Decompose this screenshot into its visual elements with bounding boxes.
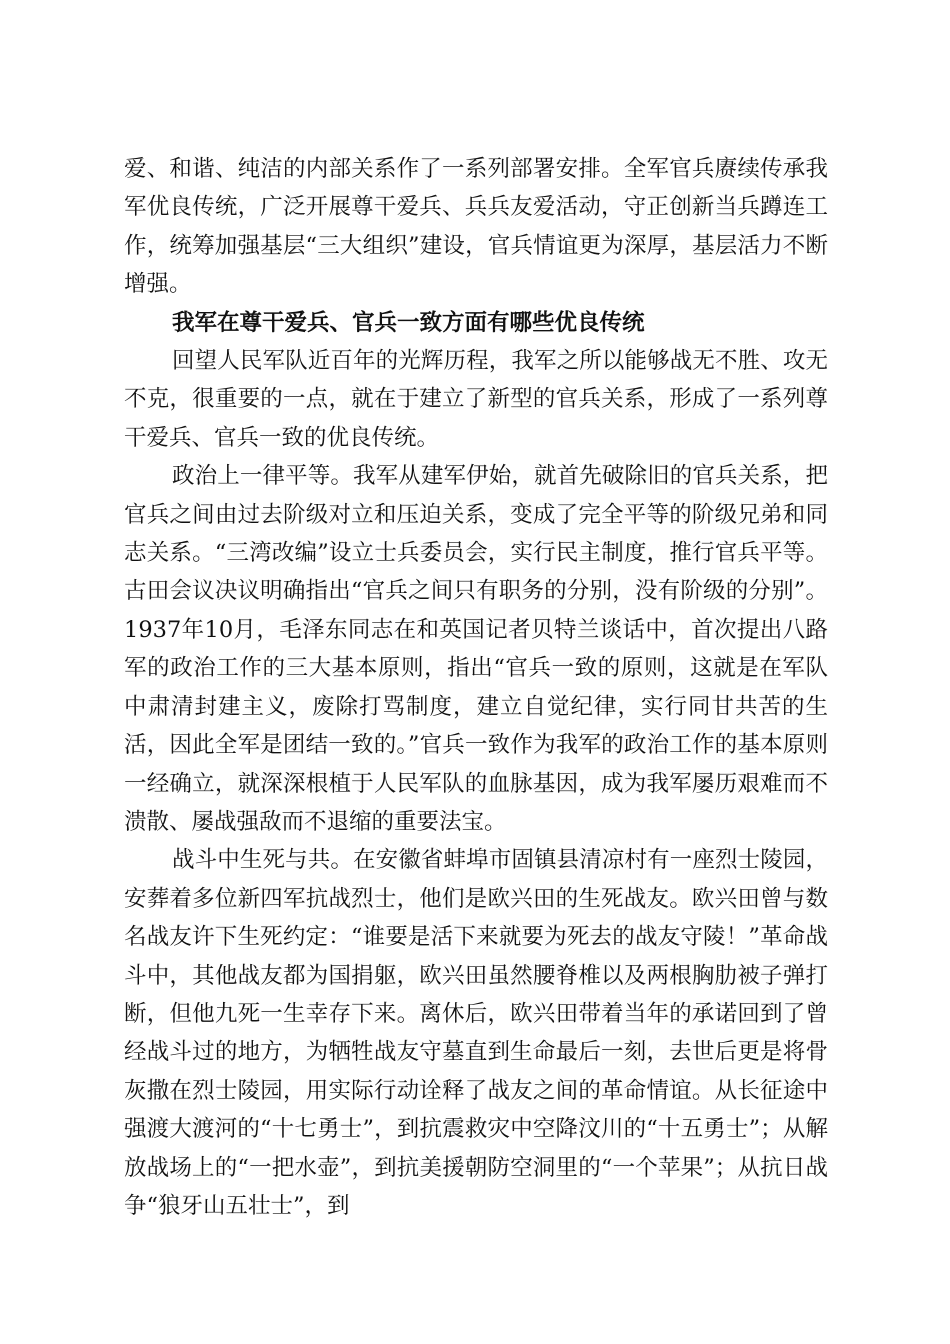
paragraph-continued: 爱、和谐、纯洁的内部关系作了一系列部署安排。全军官兵赓续传承我军优良传统，广泛开展尊干爱兵、兵兵友爱活动，守正创新当兵蹲连工作，统筹加强基层“三大组织”建设，官兵情谊更为深厚，基层活力不断增强。 xyxy=(124,156,828,298)
paragraph-political-equality: 政治上一律平等。我军从建军伊始，就首先破除旧的官兵关系，把官兵之间由过去阶级对立和压迫关系，变成了完全平等的阶级兄弟和同志关系。“三湾改编”设立士兵委员会，实行民主制度，推行官兵平等。古田会议决议明确指出“官兵之间只有职务的分别，没有阶级的分别”。1937年10月，毛泽东同志在和英国记者贝特兰谈话中，首次提出八路军的政治工作的三大基本原则，指出“官兵一致的原则，这就是在军队中肃清封建主义，废除打骂制度，建立自觉纪律，实行同甘共苦的生活，因此全军是团结一致的。”官兵一致作为我军的政治工作的基本原则一经确立，就深深根植于人民军队的血脉基因，成为我军屡历艰难而不溃散、屡战强敌而不退缩的重要法宝。 xyxy=(124,463,828,835)
document-body xyxy=(124,150,828,1225)
section-heading: 我军在尊干爱兵、官兵一致方面有哪些优良传统 xyxy=(172,309,645,336)
paragraph-intro: 回望人民军队近百年的光辉历程，我军之所以能够战无不胜、攻无不克，很重要的一点，就在于建立了新型的官兵关系，形成了一系列尊干爱兵、官兵一致的优良传统。 xyxy=(124,348,828,451)
paragraph-battle-comradeship: 战斗中生死与共。在安徽省蚌埠市固镇县清凉村有一座烈士陵园，安葬着多位新四军抗战烈士，他们是欧兴田的生死战友。欧兴田曾与数名战友许下生死约定：“谁要是活下来就要为死去的战友守陵！”革命战斗中，其他战友都为国捐躯，欧兴田虽然腰脊椎以及两根胸肋被子弹打断，但他九死一生幸存下来。离休后，欧兴田带着当年的承诺回到了曾经战斗过的地方，为牺牲战友守墓直到生命最后一刻，去世后更是将骨灰撒在烈士陵园，用实际行动诠释了战友之间的革命情谊。从长征途中强渡大渡河的“十七勇士”，到抗震救灾中空降汶川的“十五勇士”；从解放战场上的“一把水壶”，到抗美援朝防空洞里的“一个苹果”；从抗日战争“狼牙山五壮士”，到 xyxy=(124,847,828,1219)
